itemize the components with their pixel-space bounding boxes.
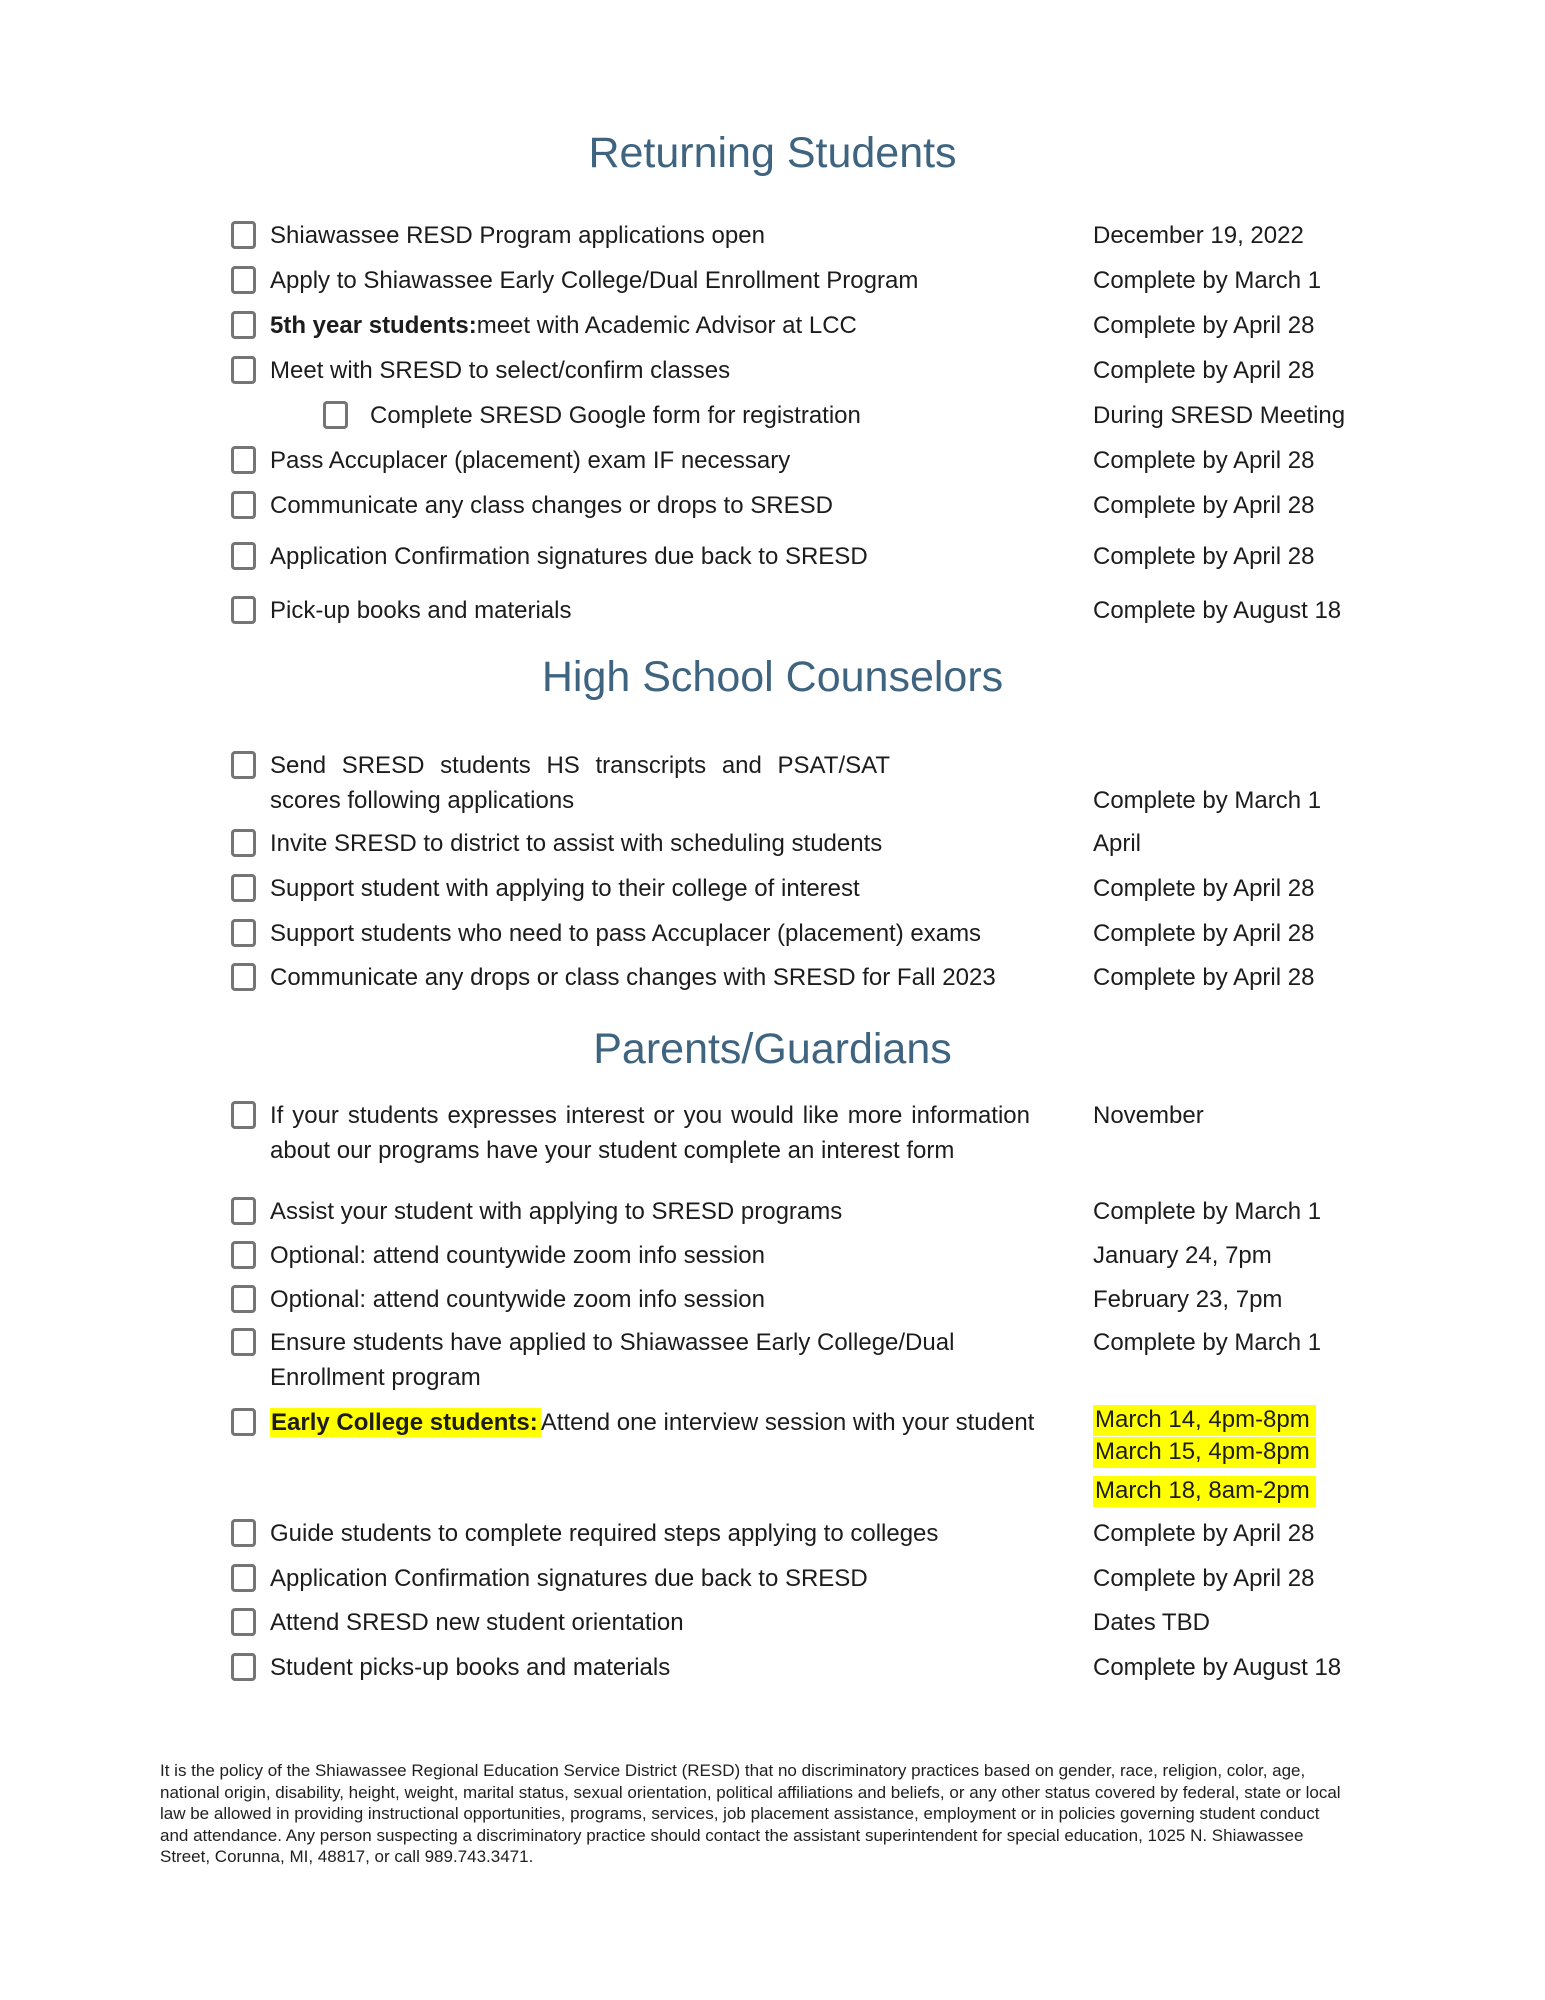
item-date: Complete by April 28 [1093, 875, 1315, 902]
item-date: Dates TBD [1093, 1609, 1210, 1636]
checkbox[interactable] [231, 751, 256, 779]
item-date: Complete by April 28 [1093, 1520, 1315, 1547]
item-date: During SRESD Meeting [1093, 402, 1346, 429]
checkbox[interactable] [231, 1519, 256, 1547]
item-text: Ensure students have applied to Shiawassee Early College/Dual Enrollment program [270, 1329, 955, 1391]
highlighted-date: March 15, 4pm-8pm [1093, 1437, 1316, 1468]
checkbox[interactable] [231, 1241, 256, 1269]
checkbox[interactable] [323, 401, 348, 429]
item-date: Complete by March 1 [1093, 267, 1322, 294]
item-text: Guide students to complete required steps applying to colleges [270, 1520, 939, 1547]
checkbox[interactable] [231, 1197, 256, 1225]
item-date: Complete by April 28 [1093, 357, 1315, 384]
item-date: Complete by April 28 [1093, 964, 1315, 991]
item-text: Communicate any class changes or drops to SRESD [270, 492, 833, 519]
policy-statement: It is the policy of the Shiawassee Regional Education Service District (RESD) that no discriminatory practices based on gender, race, religion, color, age, national origin, disability, height, weight, marital status, sexual orientation, political affiliations and beliefs, or any other status covered by federal, state or local law be allowed in providing instructional opportunities, programs, services, job placement assistance, employment or in policies governing student conduct and attendance. Any person suspecting a discriminatory practice should contact the assistant superintendent for special education, 1025 N. Shiawassee Street, Corunna, MI, 48817, or call 989.743.3471. [160, 1761, 1341, 1866]
checkbox[interactable] [231, 1564, 256, 1592]
checkbox[interactable] [231, 1608, 256, 1636]
item-date: Complete by April 28 [1093, 447, 1315, 474]
item-date: April [1093, 830, 1142, 857]
item-text: Invite SRESD to district to assist with scheduling students [270, 830, 883, 857]
item-date-list [1093, 1405, 1316, 1508]
item-text: If your students expresses interest or you would like more information about our programs have your student complete an interest form [270, 1102, 1030, 1164]
section-title-high-school-counselors: High School Counselors [541, 653, 1004, 701]
checkbox[interactable] [231, 221, 256, 249]
item-date: Complete by April 28 [1093, 1565, 1315, 1592]
item-text: Application Confirmation signatures due back to SRESD [270, 543, 868, 570]
highlighted-date: March 14, 4pm-8pm [1093, 1405, 1316, 1436]
checkbox[interactable] [231, 1285, 256, 1313]
item-date: February 23, 7pm [1093, 1286, 1283, 1313]
checkbox[interactable] [231, 1653, 256, 1681]
item-date: Complete by April 28 [1093, 492, 1315, 519]
item-text: Early College students: Attend one interview session with your student [271, 1409, 1035, 1436]
item-date: Complete by August 18 [1093, 597, 1342, 624]
highlighted-date: March 18, 8am-2pm [1093, 1476, 1316, 1507]
item-date: Complete by April 28 [1093, 920, 1315, 947]
item-text: Student picks-up books and materials [270, 1654, 671, 1681]
item-text: Pass Accuplacer (placement) exam IF necessary [270, 447, 791, 474]
item-text: Pick-up books and materials [270, 597, 572, 624]
section-title-parents-guardians: Parents/Guardians [593, 1025, 952, 1073]
item-date: Complete by April 28 [1093, 543, 1315, 570]
item-text: Communicate any drops or class changes with SRESD for Fall 2023 [270, 964, 996, 991]
checkbox[interactable] [231, 829, 256, 857]
item-date: Complete by March 1 [1093, 1198, 1322, 1225]
checkbox[interactable] [231, 1408, 256, 1436]
highlighted-text: Early College students: [270, 1408, 541, 1437]
item-text: Support students who need to pass Accuplacer (placement) exams [270, 920, 982, 947]
item-text: Meet with SRESD to select/confirm classes [270, 357, 731, 384]
checkbox[interactable] [231, 963, 256, 991]
checkbox[interactable] [231, 596, 256, 624]
item-text: Apply to Shiawassee Early College/Dual Enrollment Program [270, 267, 919, 294]
item-date: Complete by August 18 [1093, 1654, 1342, 1681]
checkbox[interactable] [231, 919, 256, 947]
item-text: Support student with applying to their college of interest [270, 875, 860, 902]
item-date: January 24, 7pm [1093, 1242, 1272, 1269]
checkbox[interactable] [231, 542, 256, 570]
checkbox[interactable] [231, 311, 256, 339]
checkbox[interactable] [231, 874, 256, 902]
item-text: Shiawassee RESD Program applications open [270, 222, 765, 249]
checkbox[interactable] [231, 266, 256, 294]
item-text: Complete SRESD Google form for registration [370, 402, 861, 429]
item-date: Complete by March 1 [1093, 1329, 1322, 1356]
item-text: Optional: attend countywide zoom info session [270, 1286, 765, 1313]
checkbox[interactable] [231, 446, 256, 474]
item-text: Send SRESD students HS transcripts and PSAT/SAT scores following applications [270, 752, 890, 814]
checkbox[interactable] [231, 1101, 256, 1129]
checkbox[interactable] [231, 491, 256, 519]
item-date: Complete by March 1 [1093, 787, 1322, 814]
checkbox[interactable] [231, 1328, 256, 1356]
item-date: Complete by April 28 [1093, 312, 1315, 339]
item-date: November [1093, 1102, 1204, 1129]
section-title-returning-students: Returning Students [588, 129, 957, 177]
item-text: Attend SRESD new student orientation [270, 1609, 684, 1636]
checkbox[interactable] [231, 356, 256, 384]
item-text: 5th year students:meet with Academic Advisor at LCC [270, 312, 857, 339]
item-date: December 19, 2022 [1093, 222, 1304, 249]
item-text: Assist your student with applying to SRESD programs [270, 1198, 843, 1225]
item-text: Optional: attend countywide zoom info session [270, 1242, 765, 1269]
item-text: Application Confirmation signatures due back to SRESD [270, 1565, 868, 1592]
